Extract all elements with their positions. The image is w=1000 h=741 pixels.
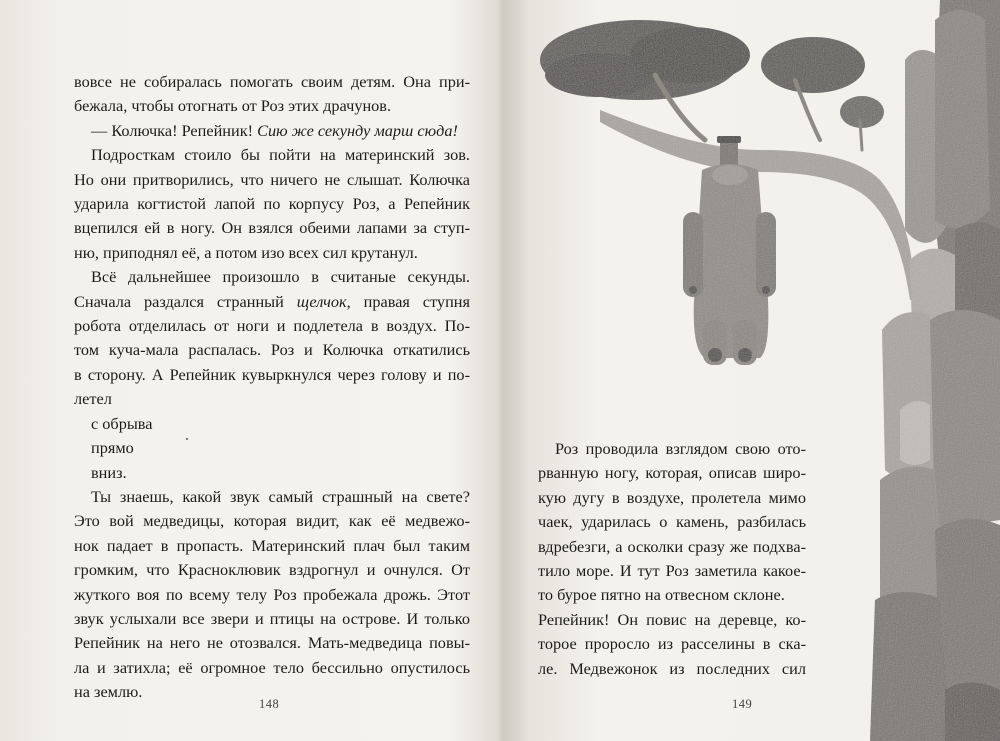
text-line: Роз проводила взглядом свою ото-: [555, 439, 806, 458]
text-line: ню, приподнял её, а потом изо всех сил крутанул.: [74, 242, 418, 262]
text-line: торое проросло из расселины в ска-: [538, 634, 806, 654]
text-line: Но они притворились, что ничего не слышат. Колючка: [74, 169, 470, 189]
text-line: тило море. И тут Роз заметила какое-: [538, 561, 806, 581]
italic-dialogue: Сию же секунду марш сюда!: [257, 120, 458, 140]
text-line: вдребезги, а осколки сразу же подхва-: [538, 536, 806, 556]
text-line: Подросткам стоило бы пойти на материнский зов.: [91, 145, 470, 165]
text-line: чаек, ударилась о камень, разбилась: [538, 512, 806, 532]
italic-word: щелчок: [296, 291, 347, 311]
text-line: робота отделилась от ноги и подлетела в воздух. По-: [74, 316, 470, 336]
text-line: кую дугу в воздухе, пролетела мимо: [538, 487, 806, 507]
text-line: в сторону. А Репейник кувыркнулся через голову и по-: [74, 364, 470, 384]
text-line: ла и затихла; её огромное тело бессильно опустилось: [74, 657, 470, 677]
text-line: [74, 290, 470, 314]
text-fragment: Сначала раздался странный: [74, 291, 297, 311]
text-line: Репейник! Он повис на деревце, ко-: [538, 609, 806, 629]
text-line: Репейник на него не отозвался. Мать-медведица повы-: [74, 633, 470, 653]
left-page-text: [74, 70, 470, 705]
text-line: [74, 119, 470, 143]
falling-text-line: прямо: [91, 438, 134, 458]
falling-text-line: с обрыва: [91, 413, 153, 433]
text-line: ударила когтистой лапой по корпусу Роз, а Репейник: [74, 194, 470, 214]
text-line: нок падает в пропасть. Материнский плач был таким: [74, 535, 470, 555]
text-line: Ты знаешь, какой звук самый страшный на свете?: [91, 486, 470, 506]
text-line: на землю.: [74, 682, 143, 702]
text-line: Это вой медведицы, которая видит, как её медвежо-: [74, 511, 470, 531]
text-line: громким, что Красноклювик вздрогнул и очнулся. От: [74, 560, 470, 580]
falling-text-line: вниз.: [91, 462, 127, 482]
text-fragment: , правая ступня: [346, 291, 470, 311]
print-speck: [186, 438, 188, 440]
cliff-illustration: [520, 0, 1000, 741]
text-line: ле. Медвежонок из последних сил: [538, 658, 806, 678]
text-line: то бурое пятно на отвесном склоне.: [538, 585, 785, 605]
text-line: вовсе не собиралась помогать своим детям. Она при-: [74, 72, 470, 91]
text-line: рванную ногу, которая, описав широ-: [538, 463, 806, 483]
text-line: том куча-мала распалась. Роз и Колючка откатились: [74, 340, 470, 360]
page-number: 149: [732, 697, 753, 711]
cliff-rocks: [870, 0, 1000, 741]
text-line: бежала, чтобы отогнать от Роз этих драчунов.: [74, 96, 392, 116]
dialogue-text: — Колючка! Репейник!: [91, 120, 258, 140]
text-line: летел: [74, 389, 112, 409]
text-line: звук услыхали все звери и птицы на острове. И только: [74, 608, 470, 628]
tree-canopy: [540, 20, 884, 128]
page-number: 148: [259, 697, 280, 711]
text-line: Всё дальнейшее произошло в считаные секунды.: [91, 267, 470, 287]
text-line: вцепился ей в ногу. Он взялся обеими лапами за ступ-: [74, 218, 470, 238]
text-line: жуткого воя по всему телу Роз пробежала дрожь. Этот: [74, 584, 470, 604]
